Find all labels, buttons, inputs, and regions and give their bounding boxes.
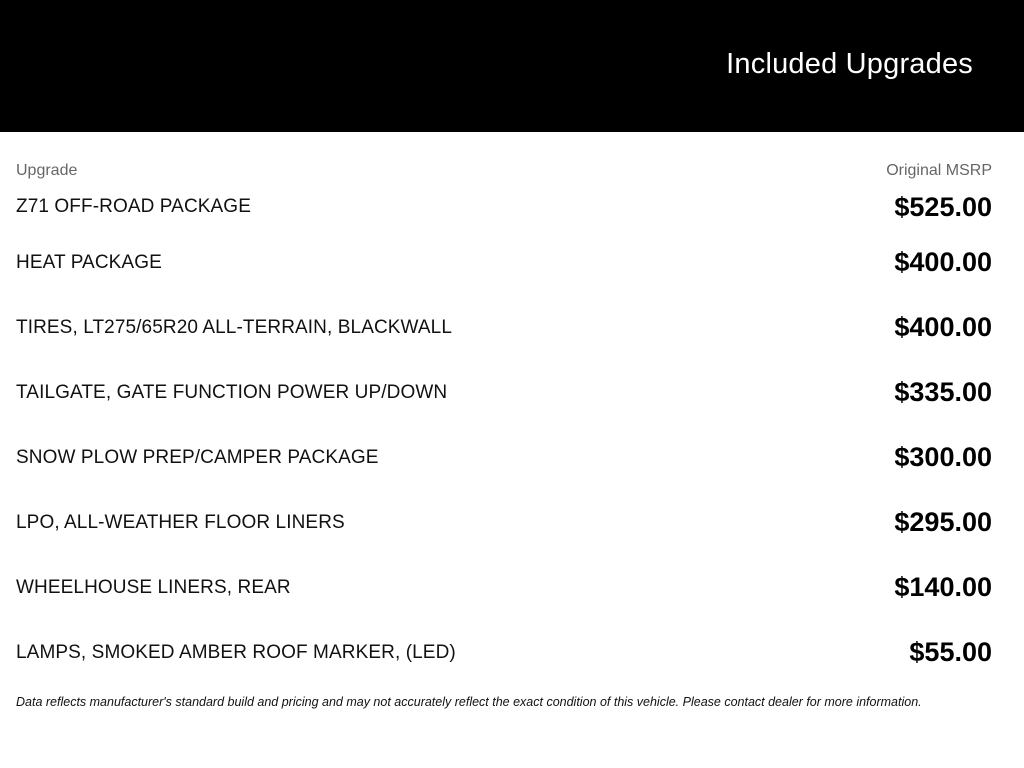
table-header [16,157,992,184]
upgrade-price: $525.00 [894,191,992,222]
table-row [16,230,992,295]
upgrade-price: $400.00 [894,312,992,342]
upgrade-name: TIRES, LT275/65R20 ALL-TERRAIN, BLACKWALL [16,316,452,338]
table-row [16,620,992,685]
disclaimer-text: Data reflects manufacturer's standard build and pricing and may not accurately reflect the exact condition of this vehicle. Please contact dealer for more information. [16,695,922,709]
upgrade-price: $300.00 [894,442,992,472]
upgrade-name: TAILGATE, GATE FUNCTION POWER UP/DOWN [16,381,448,403]
upgrade-price: $335.00 [894,377,992,407]
upgrade-name: SNOW PLOW PREP/CAMPER PACKAGE [16,446,379,468]
upgrade-rows [16,184,992,685]
upgrade-name: LAMPS, SMOKED AMBER ROOF MARKER, (LED) [16,641,456,663]
header-bar [0,0,1024,132]
upgrade-name: HEAT PACKAGE [16,251,162,273]
table-row [16,555,992,620]
upgrade-price: $55.00 [909,637,992,667]
upgrade-name: WHEELHOUSE LINERS, REAR [16,576,291,598]
table-row [16,360,992,425]
upgrade-column-header: Upgrade [16,161,78,179]
page-title: Included Upgrades [726,48,973,80]
table-row [16,184,992,230]
upgrade-name: LPO, ALL-WEATHER FLOOR LINERS [16,511,345,533]
upgrade-price: $140.00 [894,572,992,602]
upgrade-price: $400.00 [894,247,992,277]
upgrade-name: Z71 OFF-ROAD PACKAGE [16,196,251,217]
table-row [16,490,992,555]
table-row [16,425,992,490]
table-row [16,295,992,360]
upgrades-table [0,157,1024,685]
msrp-column-header: Original MSRP [886,161,992,179]
upgrade-price: $295.00 [894,507,992,537]
